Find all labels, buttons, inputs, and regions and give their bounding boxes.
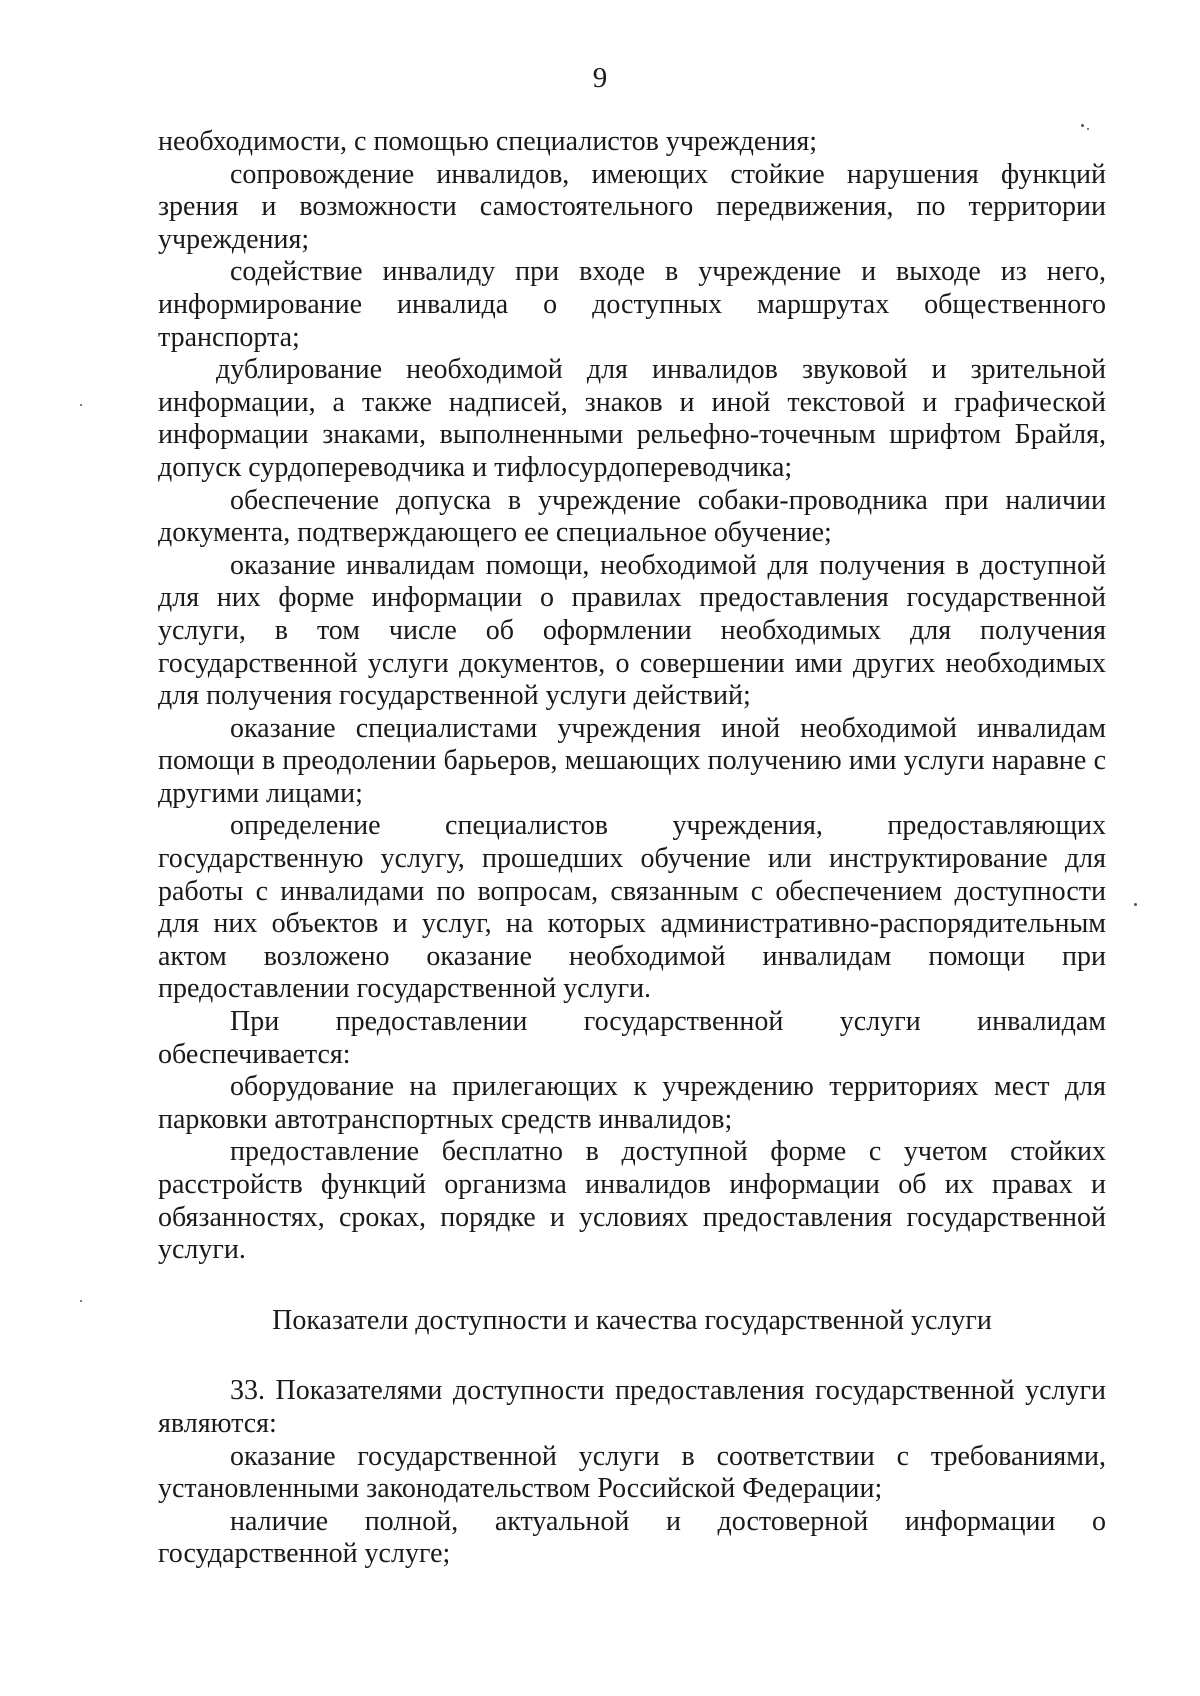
paragraph-help-barriers: оказание специалистами учреждения иной необходимой инвалидам помощи в преодолении барьеров, мешающих получению ими услуги наравне с другими лицами;	[158, 712, 1106, 809]
paragraph-continuation: необходимости, с помощью специалистов учреждения;	[158, 126, 817, 157]
paragraph-specialists: определение специалистов учреждения, предоставляющих государственную услугу, прошедших обучение или инструктирование для работы с инвалидами по вопросам, связанным с обеспечением доступности для них объектов и услуг, на которых административно-распорядительным актом возложено оказание необходимой инвалидам помощи при предоставлении государственной услуги.	[158, 810, 1106, 1005]
scan-speck	[80, 404, 82, 406]
scan-speck	[80, 1300, 82, 1302]
paragraph-item-33: 33. Показателями доступности предоставления государственной услуги являются:	[158, 1375, 1106, 1439]
paragraph-help-information: оказание инвалидам помощи, необходимой для получения в доступной для них форме информации о правилах предоставления государственной услуги, в том числе об оформлении необходимых для получения государственной услуги документов, о совершении ими других необходимых для получения государственной услуги действий;	[158, 549, 1106, 712]
paragraph-compliance: оказание государственной услуги в соответствии с требованиями, установленными законодательством Российской Федерации;	[158, 1440, 1106, 1505]
paragraph-guide-dog: обеспечение допуска в учреждение собаки-проводника при наличии документа, подтверждающего ее специальное обучение;	[158, 484, 1106, 549]
page-number: 9	[592, 62, 608, 94]
scan-speck	[1081, 124, 1084, 127]
scan-speck	[1134, 903, 1137, 906]
paragraph-assistance-entry: содействие инвалиду при входе в учреждение и выходе из него, информирование инвалида о доступных маршрутах общественного транспорта;	[158, 256, 1106, 353]
paragraph-escort: сопровождение инвалидов, имеющих стойкие нарушения функций зрения и возможности самостоятельного передвижения, по территории учреждения;	[158, 158, 1106, 255]
paragraph-duplication-info: дублирование необходимой для инвалидов звуковой и зрительной информации, а также надписей, знаков и иной текстовой и графической информации знаками, выполненными рельефно-точечным шрифтом Брайля, допуск сурдопереводчика и тифлосурдопереводчика;	[158, 354, 1106, 483]
paragraph-information-availability: наличие полной, актуальной и достоверной информации о государственной услуге;	[158, 1505, 1106, 1570]
paragraph-parking: оборудование на прилегающих к учреждению территориях мест для парковки автотранспортных средств инвалидов;	[158, 1071, 1106, 1135]
scan-speck	[1087, 128, 1089, 130]
section-heading: Показатели доступности и качества государственной услуги	[272, 1304, 992, 1336]
paragraph-free-information: предоставление бесплатно в доступной форме с учетом стойких расстройств функций организма инвалидов информации об их правах и обязанностях, сроках, порядке и условиях предоставления государственной услуги.	[158, 1136, 1106, 1266]
paragraph-provision-intro: При предоставлении государственной услуги инвалидам обеспечивается:	[158, 1006, 1106, 1070]
document-body	[158, 126, 1106, 1571]
